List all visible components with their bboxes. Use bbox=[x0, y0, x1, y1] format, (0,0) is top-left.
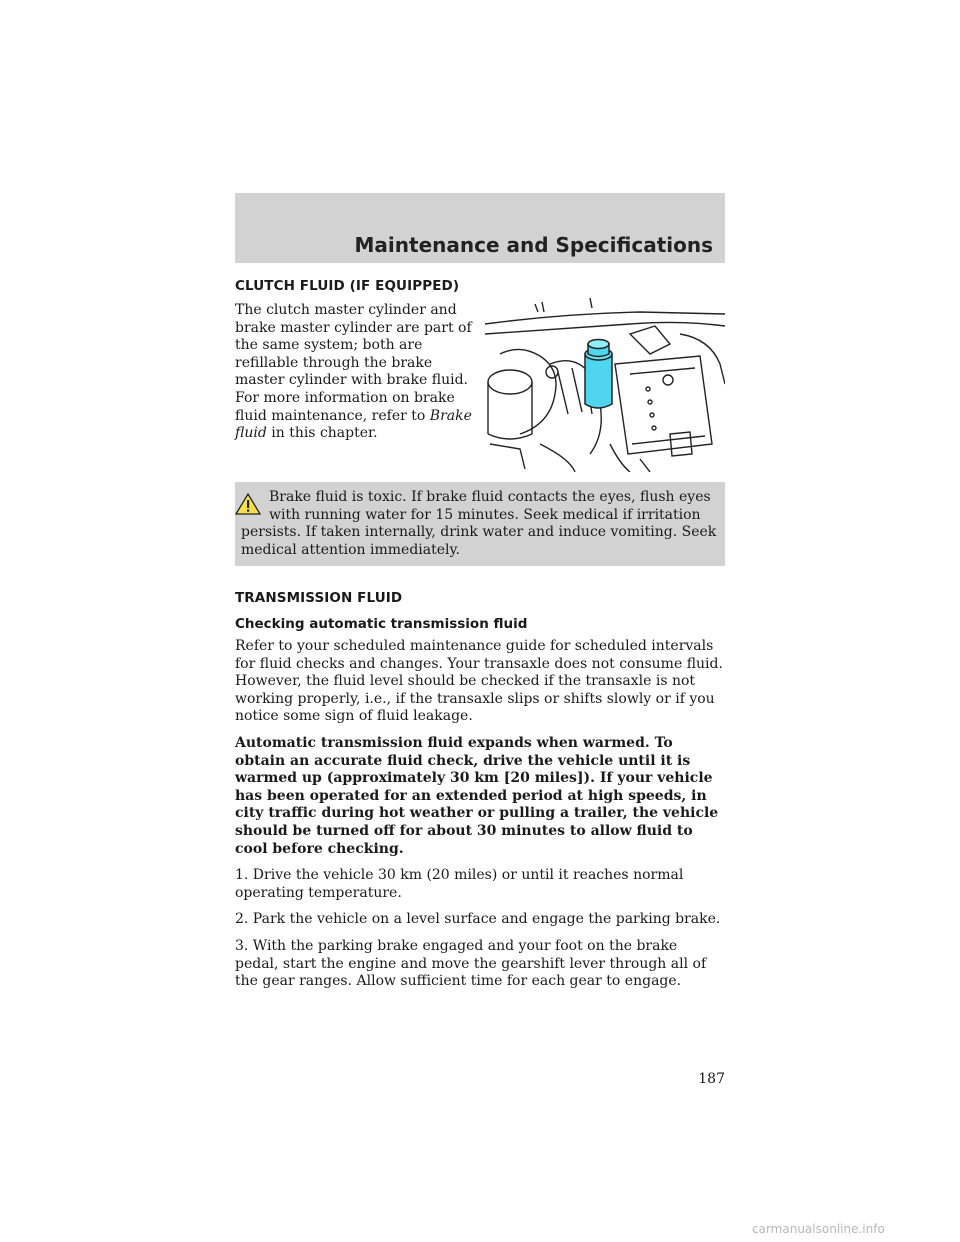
transmission-section bbox=[235, 584, 725, 1000]
intervals-paragraph: Refer to your scheduled maintenance guide for scheduled intervals for fluid checks and changes. Your transaxle does not consume fluid. However, the fluid level should be checked if the transaxle is not working properly, i.e., if the transaxle slips or shifts slowly or if you notice some sign of fluid leakage. bbox=[235, 638, 723, 725]
clutch-fluid-heading: CLUTCH FLUID (IF EQUIPPED) bbox=[235, 278, 460, 294]
clutch-fluid-paragraph: The clutch master cylinder and brake master cylinder are part of the same system; both are refillable through the brake master cylinder with brake fluid. For more information on brake fluid maintenance, refer to Brake fluid in this chapter. bbox=[235, 302, 472, 442]
step-3: 3. With the parking brake engaged and your foot on the brake pedal, start the engine and move the gearshift lever through all of the gear ranges. Allow sufficient time for each gear to engage. bbox=[235, 937, 707, 990]
step-2: 2. Park the vehicle on a level surface and engage the parking brake. bbox=[235, 911, 721, 928]
warm-fluid-notice: Automatic transmission fluid expands when warmed. To obtain an accurate fluid check, drive the vehicle until it is warmed up (approximately 30 km [20 miles]). If your vehicle has been operated for an extended period at high speeds, in city traffic during hot weather or pulling a trailer, the vehicle should be turned off for about 30 minutes to allow fluid to cool before checking. bbox=[235, 734, 719, 857]
section-title: Maintenance and Specifications bbox=[354, 233, 713, 257]
transmission-fluid-heading: TRANSMISSION FLUID bbox=[235, 590, 403, 606]
section-header-band bbox=[235, 193, 725, 263]
warning-text: Brake fluid is toxic. If brake fluid contacts the eyes, flush eyes with running water for 15 minutes. Seek medical if irritation persists. If taken internally, drink water and induce vomiting. Seek medical attention immediately. bbox=[241, 489, 717, 558]
watermark-text: carmanualsonline.info bbox=[752, 1222, 885, 1236]
page-content bbox=[235, 272, 725, 990]
warning-box bbox=[235, 482, 725, 566]
checking-atf-subheading: Checking automatic transmission fluid bbox=[235, 616, 528, 632]
step-1: 1. Drive the vehicle 30 km (20 miles) or until it reaches normal operating temperature. bbox=[235, 867, 684, 901]
brake-reservoir-illustration bbox=[480, 294, 725, 472]
brake-fluid-reference: Brake fluid bbox=[235, 407, 472, 442]
page-number: 187 bbox=[698, 1071, 725, 1087]
